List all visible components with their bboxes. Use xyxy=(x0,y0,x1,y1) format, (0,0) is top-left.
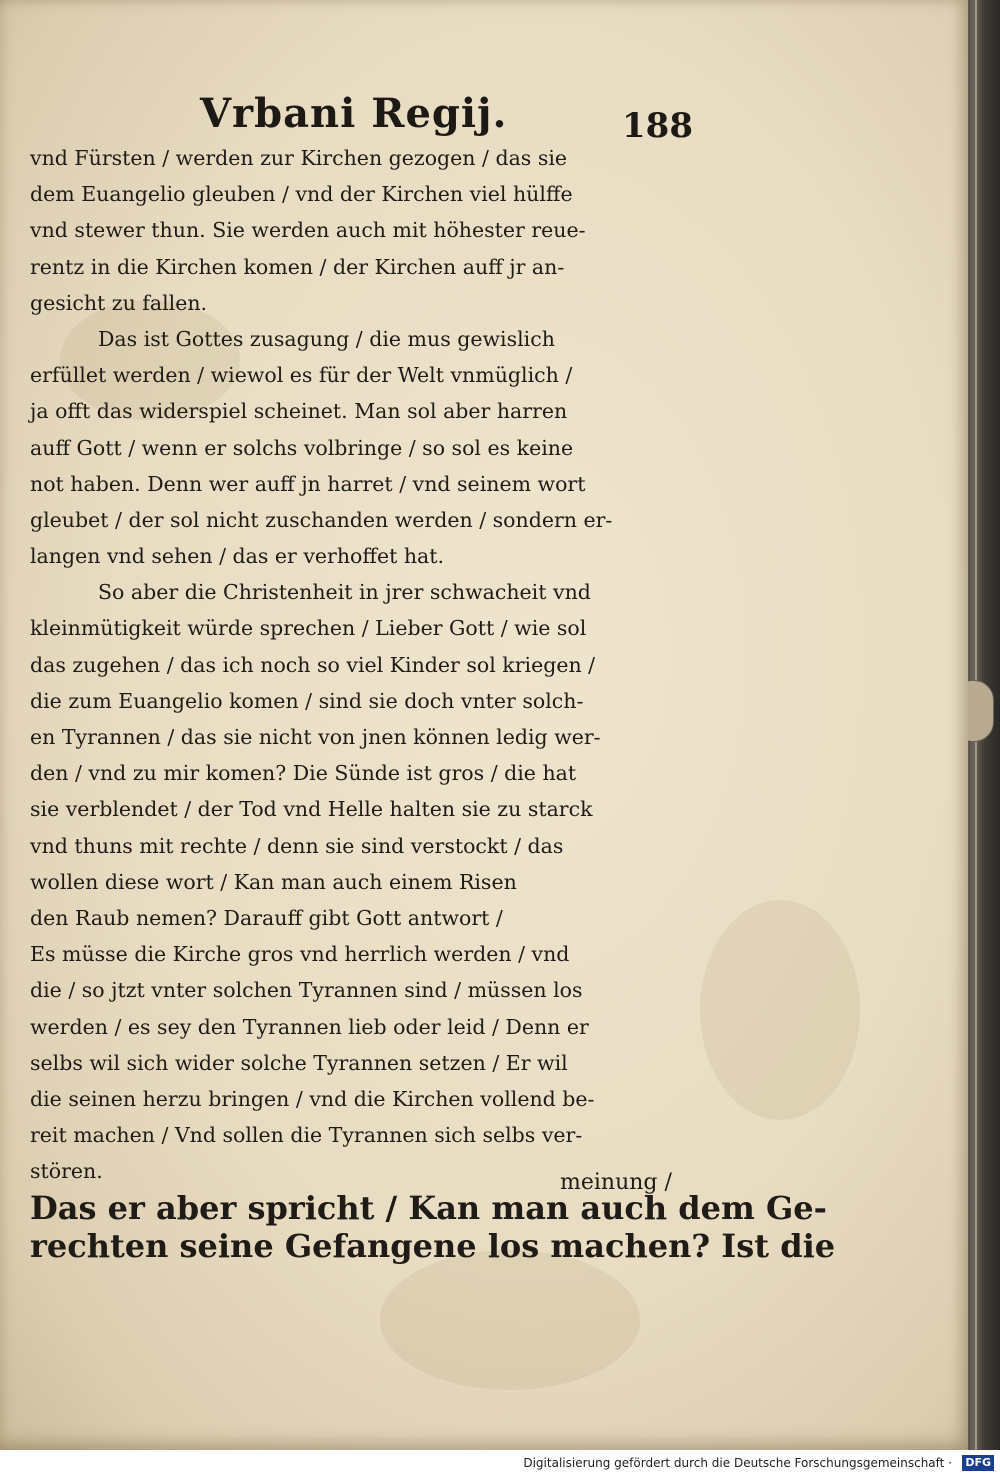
paper-stain xyxy=(380,1250,640,1390)
text-line: die zum Euangelio komen / sind sie doch vnter solch- xyxy=(30,688,584,713)
text-line: werden / es sey den Tyrannen lieb oder leid / Denn er xyxy=(30,1014,589,1039)
text-line: die / so jtzt vnter solchen Tyrannen sind / müssen los xyxy=(30,978,583,1003)
text-line: das zugehen / das ich noch so viel Kinder sol kriegen / xyxy=(30,652,596,677)
text-line: kleinmütigkeit würde sprechen / Lieber Gott / wie sol xyxy=(30,616,587,641)
text-line: not haben. Denn wer auff jn harret / vnd seinem wort xyxy=(30,471,586,496)
text-line: So aber die Christenheit in jrer schwacheit vnd xyxy=(98,580,591,605)
paper-stain xyxy=(700,900,860,1120)
text-line: den Raub nemen? Darauff gibt Gott antwort / xyxy=(30,905,503,930)
text-line: vnd thuns mit rechte / denn sie sind verstockt / das xyxy=(30,833,564,858)
text-line: sie verblendet / der Tod vnd Helle halten sie zu starck xyxy=(30,797,593,822)
text-line: vnd stewer thun. Sie werden auch mit höhester reue- xyxy=(30,218,586,243)
text-line: rechten seine Gefangene los machen? Ist die xyxy=(30,1227,836,1266)
catchword: meinung / xyxy=(560,1170,672,1195)
text-line: en Tyrannen / das sie nicht von jnen können ledig wer- xyxy=(30,725,601,749)
text-line: rentz in die Kirchen komen / der Kirchen auff jr an- xyxy=(30,254,565,279)
text-line: gesicht zu fallen. xyxy=(30,290,208,315)
text-line: selbs wil sich wider solche Tyrannen setzen / Er wil xyxy=(30,1050,568,1075)
text-line: Das er aber spricht / Kan man auch dem Ge- xyxy=(30,1189,827,1228)
text-line: dem Euangelio gleuben / vnd der Kirchen viel hülffe xyxy=(30,182,573,207)
text-line: langen vnd sehen / das er verhoffet hat. xyxy=(30,544,445,569)
text-line: wollen diese wort / Kan man auch einem Risen xyxy=(30,869,517,894)
text-line: auff Gott / wenn er solchs volbringe / so sol es keine xyxy=(30,435,574,460)
body-text xyxy=(30,140,836,1266)
text-line: den / vnd zu mir komen? Die Sünde ist gros / die hat xyxy=(30,761,577,786)
text-line: erfüllet werden / wiewol es für der Welt vnmüglich / xyxy=(30,363,573,388)
funding-credit: Digitalisierung gefördert durch die Deutsche Forschungsgemeinschaft · xyxy=(523,1456,952,1470)
text-line: stören. xyxy=(30,1159,103,1184)
text-line: reit machen / Vnd sollen die Tyrannen sich selbs ver- xyxy=(30,1123,583,1148)
text-line: gleubet / der sol nicht zuschanden werden / sondern er- xyxy=(30,507,613,532)
page-number: 188 xyxy=(622,106,693,146)
text-line: Das ist Gottes zusagung / die mus gewislich xyxy=(98,326,555,351)
text-line: die seinen herzu bringen / vnd die Kirchen vollend be- xyxy=(30,1086,595,1111)
text-line: ja offt das widerspiel scheinet. Man sol aber harren xyxy=(30,399,568,424)
dfg-logo: DFG xyxy=(962,1455,994,1471)
text-line: vnd Fürsten / werden zur Kirchen gezogen / das sie xyxy=(30,146,568,170)
text-line: Es müsse die Kirche gros vnd herrlich werden / vnd xyxy=(30,942,570,967)
running-title: Vrbani Regij. xyxy=(200,90,508,137)
